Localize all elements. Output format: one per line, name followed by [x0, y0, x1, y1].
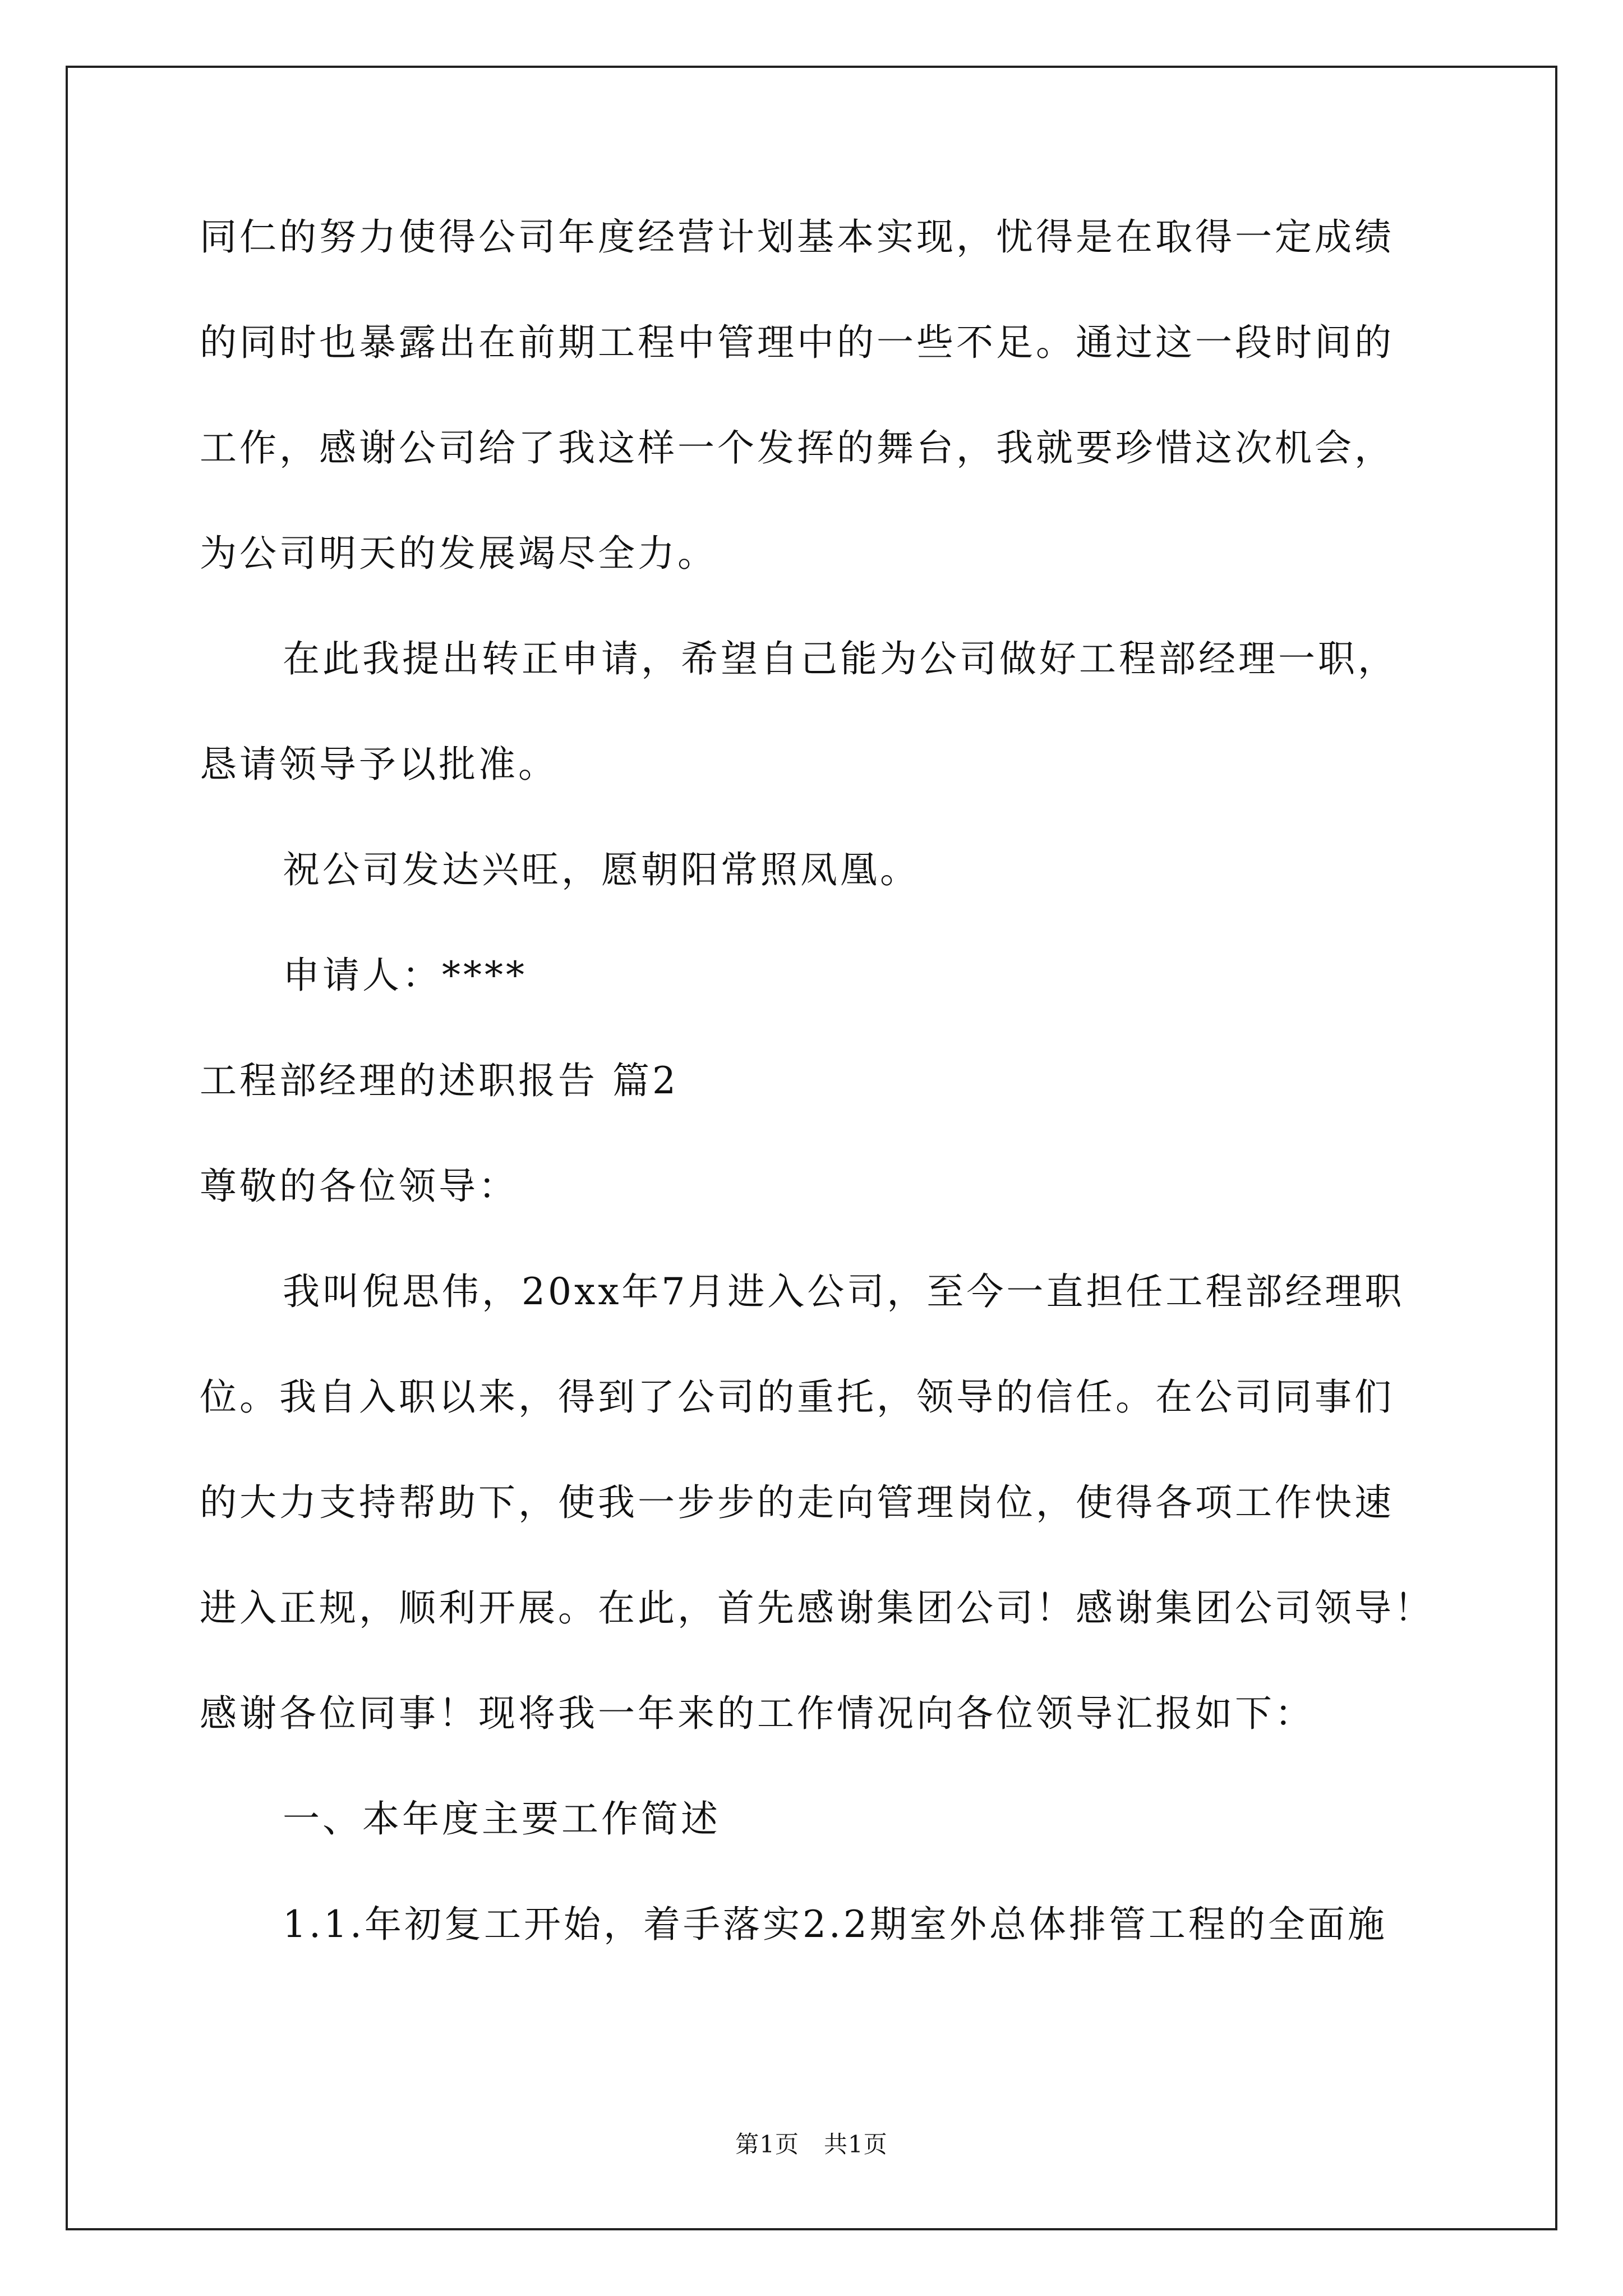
body-line: 感谢各位同事！现将我一年来的工作情况向各位领导汇报如下： — [200, 1692, 1315, 1735]
body-line: 在此我提出转正申请，希望自己能为公司做好工程部经理一职， — [283, 637, 1398, 680]
body-line: 1.1.年初复工开始，着手落实2.2期室外总体排管工程的全面施 — [283, 1903, 1387, 1946]
page-number: 第1页 — [735, 2131, 799, 2158]
body-line: 的大力支持帮助下，使我一步步的走向管理岗位，使得各项工作快速 — [200, 1481, 1394, 1524]
body-line: 为公司明天的发展竭尽全力。 — [200, 532, 717, 575]
page-footer — [0, 2126, 1623, 2160]
body-line: 恳请领导予以批准。 — [200, 743, 558, 786]
body-line: 同仁的努力使得公司年度经营计划基本实现，忧得是在取得一定成绩 — [200, 215, 1394, 259]
body-line: 工作，感谢公司给了我这样一个发挥的舞台，我就要珍惜这次机会， — [200, 426, 1394, 470]
subsection-heading: 一、本年度主要工作简述 — [283, 1797, 721, 1841]
salutation: 尊敬的各位领导： — [200, 1165, 518, 1208]
closing-wish: 祝公司发达兴旺，愿朝阳常照凤凰。 — [283, 848, 920, 891]
body-line: 进入正规，顺利开展。在此，首先感谢集团公司！感谢集团公司领导！ — [200, 1586, 1434, 1630]
section-title: 工程部经理的述职报告 篇2 — [200, 1059, 679, 1102]
body-line: 的同时也暴露出在前期工程中管理中的一些不足。通过这一段时间的 — [200, 321, 1394, 364]
body-line: 位。我自入职以来，得到了公司的重托，领导的信任。在公司同事们 — [200, 1375, 1394, 1419]
page-total: 共1页 — [824, 2131, 888, 2158]
body-line: 我叫倪思伟，20xx年7月进入公司，至今一直担任工程部经理职 — [283, 1270, 1405, 1313]
applicant-line: 申请人：**** — [283, 954, 527, 997]
